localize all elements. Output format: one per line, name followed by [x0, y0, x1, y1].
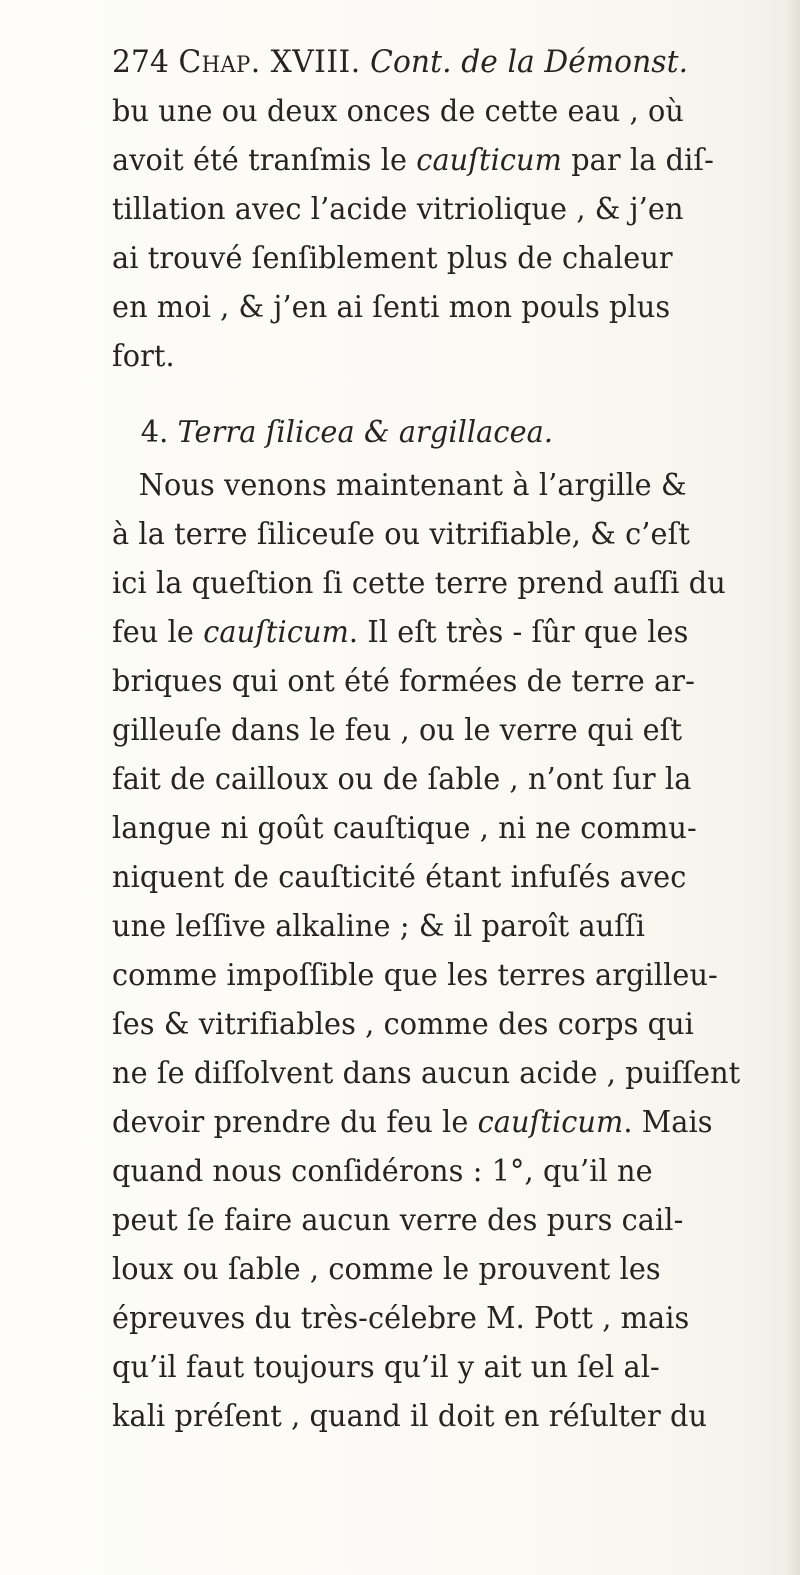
text-line: fait de cailloux ou de ſable , n’ont ſur la — [112, 762, 692, 797]
text-line: tillation avec l’acide vitriolique , & j’en — [112, 192, 684, 227]
paragraph-2 — [112, 461, 800, 1441]
chapter-label: Chap. XVIII. — [178, 44, 361, 80]
text-line: ai trouvé ſenſiblement plus de chaleur — [112, 241, 673, 276]
text-line: ſes & vitrifiables , comme des corps qui — [112, 1007, 694, 1042]
text-line: ici la queſtion ſi cette terre prend auſſi du — [112, 566, 726, 601]
text-line: gilleuſe dans le feu , ou le verre qui eſt — [112, 713, 683, 748]
text-fragment: . Mais — [623, 1105, 713, 1140]
latin-term: cauſticum — [203, 615, 349, 650]
section-ampersand: & — [363, 415, 390, 450]
text-line: comme impoſſible que les terres argilleu- — [112, 958, 718, 993]
page-text — [112, 38, 800, 1441]
text-line — [112, 1098, 772, 1147]
text-fragment: avoit été tranſmis le — [112, 143, 408, 178]
section-heading — [112, 408, 772, 457]
text-line: une leſſive alkaline ; & il paroît auſſi — [112, 909, 646, 944]
section-title: argillacea. — [398, 415, 554, 450]
text-line: qu’il faut toujours qu’il y ait un ſel al- — [112, 1350, 660, 1385]
text-line: niquent de cauſticité étant infuſés avec — [112, 860, 687, 895]
text-line: à la terre ſiliceuſe ou vitrifiable, & c’eſt — [112, 517, 690, 552]
text-line: épreuves du très-célebre M. Pott , mais — [112, 1301, 690, 1336]
text-line: ne ſe diſſolvent dans aucun acide , puiſſent — [112, 1056, 741, 1091]
text-line: Nous venons maintenant à l’argille & — [138, 468, 687, 503]
text-fragment: par la diſ- — [571, 143, 714, 178]
text-line — [112, 608, 772, 657]
section-number: 4. — [140, 415, 169, 450]
latin-term: cauſticum — [477, 1105, 624, 1140]
text-fragment: devoir prendre du feu le — [112, 1105, 469, 1140]
text-line: peut ſe faire aucun verre des purs cail- — [112, 1203, 684, 1238]
text-line — [112, 136, 772, 185]
text-line: loux ou ſable , comme le prouvent les — [112, 1252, 661, 1287]
text-line: fort. — [112, 339, 175, 374]
text-line: quand nous conſidérons : 1°, qu’il ne — [112, 1154, 653, 1189]
text-line: langue ni goût cauſtique , ni ne commu- — [112, 811, 697, 846]
text-fragment: feu le — [112, 615, 194, 650]
text-fragment: . Il eſt très - ſûr que les — [348, 615, 689, 650]
latin-term: cauſticum — [416, 143, 562, 178]
running-header — [112, 38, 772, 87]
text-line: briques qui ont été formées de terre ar- — [112, 664, 695, 699]
running-title: Cont. de la Démonst. — [370, 44, 689, 80]
text-line: bu une ou deux onces de cette eau , où — [112, 94, 685, 129]
text-line: kali préſent , quand il doit en réſulter du — [112, 1399, 708, 1434]
paragraph-1 — [112, 87, 800, 381]
text-line: en moi , & j’en ai ſenti mon pouls plus — [112, 290, 671, 325]
section-title: Terra ſilicea — [177, 415, 355, 450]
page-number: 274 — [112, 44, 169, 80]
